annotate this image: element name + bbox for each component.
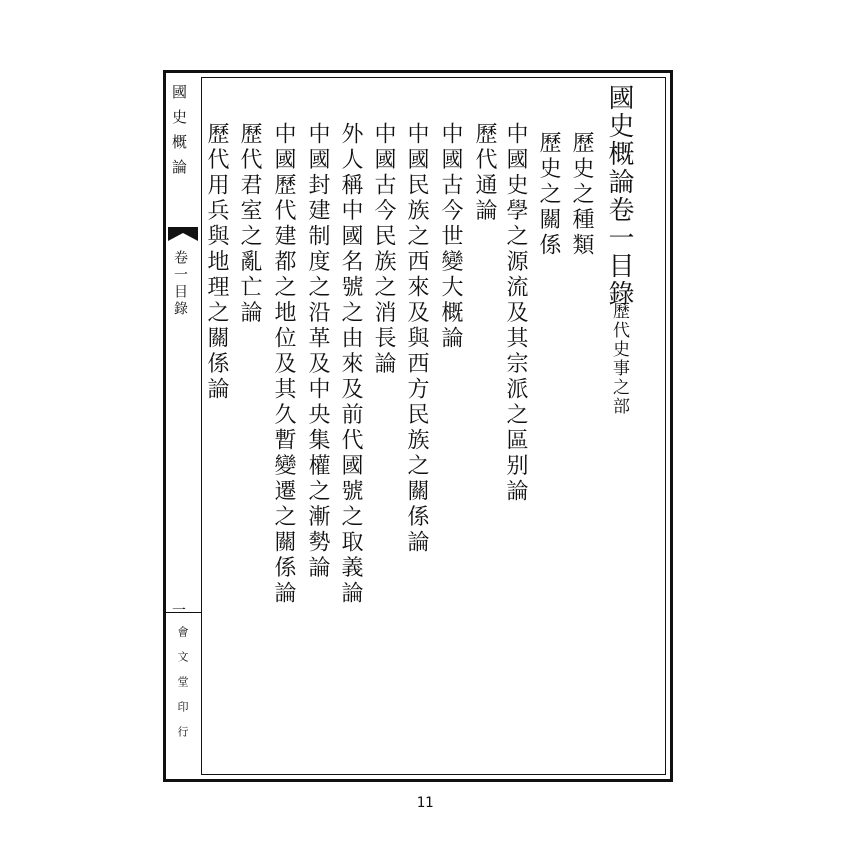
toc-entry: 歷代君室之亂亡論 [237,122,262,326]
margin-divider [165,612,201,613]
fishtail-mark-icon [168,227,198,241]
margin-publisher: 會文堂印行 [176,626,189,751]
toc-entry: 歷代用兵與地理之關係論 [204,122,229,403]
toc-entry: 中國歷代建都之地位及其久暫變遷之關係論 [271,122,296,607]
toc-entry: 中國古今民族之消長論 [371,122,396,377]
margin-leaf-number: 一 [172,603,186,619]
page-number: 11 [416,795,434,811]
toc-entry: 中國史學之源流及其宗派之區别論 [503,122,528,505]
page-subtitle: 歷代史事之部 [609,302,629,416]
toc-entry: 中國古今世變大概論 [438,122,463,352]
toc-entry: 外人稱中國名號之由來及前代國號之取義論 [338,122,363,607]
margin-book-title: 國史概論 [170,84,188,184]
toc-entry: 中國封建制度之沿革及中央集權之漸勢論 [305,122,330,581]
toc-entry: 歷代通論 [472,122,497,224]
toc-entry: 歷史之關係 [536,131,561,259]
page-title: 國史概論卷一目錄 [604,84,634,308]
toc-entry: 中國民族之西來及與西方民族之關係論 [404,122,429,556]
toc-entry: 歷史之種類 [569,131,594,259]
margin-section: 卷一目錄 [172,250,188,318]
